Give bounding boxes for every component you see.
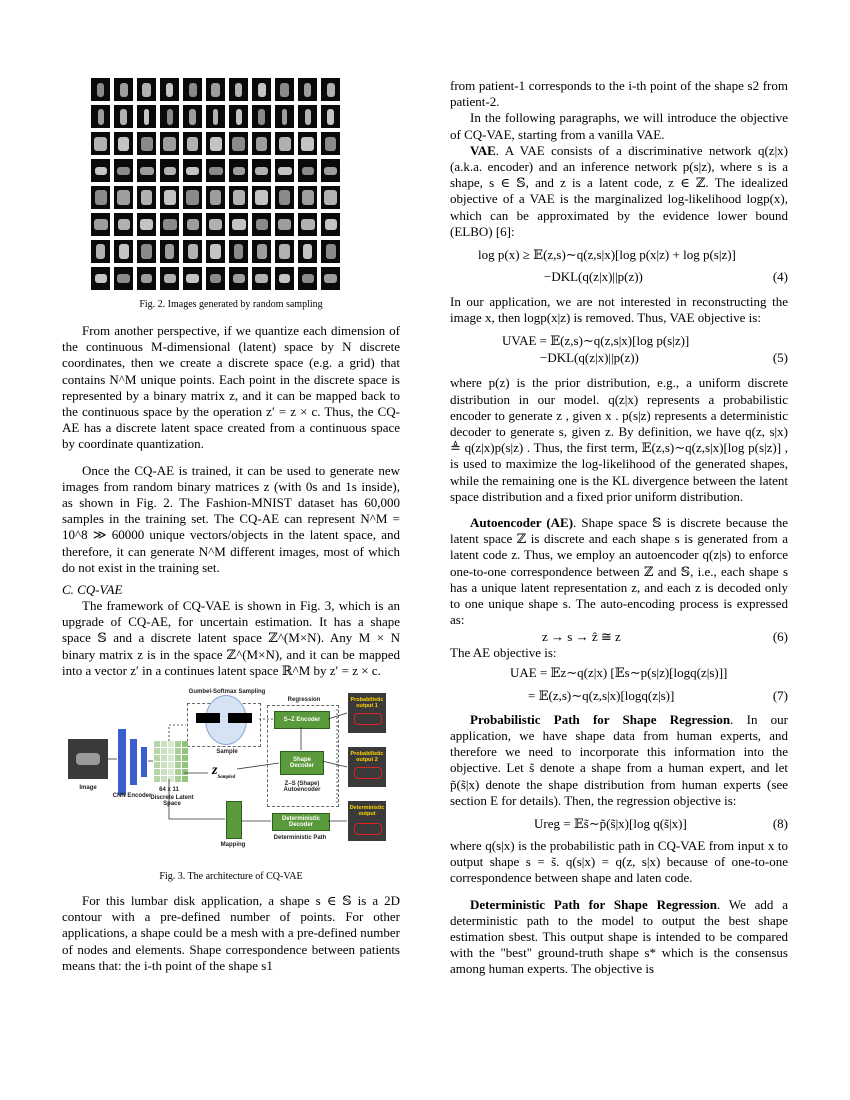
generated-image	[275, 267, 294, 290]
generated-image	[298, 159, 317, 182]
generated-image	[252, 78, 271, 101]
generated-image	[160, 213, 179, 236]
generated-image	[321, 267, 340, 290]
generated-image	[160, 78, 179, 101]
generated-image	[206, 213, 225, 236]
generated-image	[137, 213, 156, 236]
sz-encoder-box: S–Z Encoder	[274, 711, 330, 729]
generated-image	[321, 105, 340, 128]
generated-image	[91, 132, 110, 155]
generated-image	[275, 78, 294, 101]
generated-image	[275, 213, 294, 236]
deterministic-path-label: Deterministic Path	[273, 835, 327, 842]
generated-image	[114, 132, 133, 155]
shape-decoder-box: Shape Decoder	[280, 751, 324, 775]
generated-image	[229, 213, 248, 236]
equation-7-body: = 𝔼(z,s)∼q(z,s|x)[logq(z|s)]	[528, 687, 675, 703]
generated-image	[252, 186, 271, 209]
generated-image	[275, 186, 294, 209]
paragraph-probabilistic-output: where q(s|x) is the probabilistic path in CQ-VAE from input x to output shape s = s̃. q(s|x) = q(z, s|x) because of one-to-one correspondence between shape and laten code.	[450, 837, 788, 886]
generated-image	[206, 159, 225, 182]
ae-objective-label: The AE objective is:	[450, 645, 557, 661]
generated-image	[183, 186, 202, 209]
equation-6-number: (6)	[772, 629, 788, 645]
det-path-heading: Deterministic Path for Shape Regression	[470, 896, 718, 912]
generated-image	[252, 267, 271, 290]
generated-image	[137, 159, 156, 182]
generated-image	[206, 267, 225, 290]
paragraph-lumbar-disk: For this lumbar disk application, a shape s ∈ 𝕊 is a 2D contour with a pre-defined number of points. For other applications, a shape could be a mesh with a pre-defined number of nodes and elements. Shape correspondence between patients means that: the i-th point of the shape s1	[62, 893, 400, 973]
paragraph-deterministic-path	[450, 897, 788, 978]
generated-image	[321, 213, 340, 236]
ae-text: . Shape space 𝕊 is discrete because the latent space ℤ is discrete and each shape s is generated from a latent code z. Thus, we employ an autoencoder q(z|s) to enforce one-to-one correspondence between ℤ and 𝕊, i.e., each shape s has a unique latent representation z, and each z is decoded only to one unique shape s. The auto-encoding process is expressed as:	[450, 515, 788, 628]
equation-8-body: Ureg = 𝔼s̃∼p̃(s̃|x)[log q(s̃|x)]	[534, 815, 687, 831]
generated-image	[91, 105, 110, 128]
generated-image	[183, 213, 202, 236]
generated-image	[137, 78, 156, 101]
regression-label: Regression	[287, 697, 321, 704]
equation-7-line-1: UAE = 𝔼z∼q(z|x) [𝔼s∼p(s|z)[logq(z|s)]]	[510, 664, 728, 680]
equation-7-number: (7)	[772, 687, 788, 703]
equation-6-body: z → s → ẑ ≅ z	[542, 629, 621, 645]
generated-image	[229, 186, 248, 209]
mapping-label: Mapping	[220, 842, 246, 849]
generated-image	[114, 240, 133, 263]
paragraph-generation: Once the CQ-AE is trained, it can be used to generate new images from random binary matrices z (with 0s and 1s inside), as shown in Fig. 2. The Fashion-MNIST dataset has 60,000 samples in the training set. The CQ-AE can represent N^M = 10^8 ≫ 60000 unique vectors/objects in the latent space, and therefore, it can generate N^M different images, most of which do not exist in the training set.	[62, 462, 400, 575]
paragraph-autoencoder	[450, 515, 788, 628]
ae-heading: Autoencoder (AE)	[470, 515, 574, 531]
paragraph-quantization: From another perspective, if we quantize each dimension of the continuous M-dimensional (latent) space by N discrete coordinates, then we create a discrete space (e.g. a grid) that contains N^M unique points. Each point in the discrete space is represented by a binary matrix z, and it can be mapped back to the continuous space by the operation z′ = z × c. Thus, the CQ-AE has a discrete latent space created from a continuous space by coordinate quantization.	[62, 323, 400, 452]
section-heading-cq-vae: C. CQ-VAE	[62, 582, 123, 598]
generated-image	[183, 267, 202, 290]
generated-image	[229, 105, 248, 128]
gumbel-label: Gumbel-Softmax Sampling	[188, 689, 266, 696]
generated-image	[298, 186, 317, 209]
equation-4-number: (4)	[772, 269, 788, 285]
generated-image	[114, 267, 133, 290]
generated-image	[114, 159, 133, 182]
generated-image	[298, 78, 317, 101]
det-path-text: . We add a deterministic path to the model to output the best shape estimation sbest. This output shape is intended to be compared with the "best" ground-truth shape s* which is the consensus among human experts. The objective is	[450, 896, 789, 977]
paragraph-correspondence: from patient-1 corresponds to the i-th point of the shape s2 from patient-2.	[450, 78, 788, 110]
generated-image	[298, 105, 317, 128]
equation-4-kl: −DKL(q(z|x)||p(z))	[544, 269, 643, 285]
z-sampled-symbol: $z_{Sampled}$	[212, 763, 236, 780]
generated-image	[183, 105, 202, 128]
paragraph-framework: The framework of CQ-VAE is shown in Fig. 3, which is an upgrade of CQ-AE, for uncertain estimation. It has a shape space 𝕊 and a discrete latent space ℤ^(M×N). Any M × N binary matrix z is in the space ℤ^(M×N), and it can be mapped into a vector z′ in a continues latent space ℝ^M by z′ = z × c.	[62, 598, 400, 678]
generated-image	[229, 240, 248, 263]
cnn-encoder-label: CNN Encoder	[112, 793, 152, 800]
image-label: Image	[79, 785, 97, 792]
grid-size-label: 64 x 11	[159, 787, 179, 794]
generated-image	[137, 267, 156, 290]
generated-image	[91, 213, 110, 236]
prob-path-text: . In our application, we have shape data from human experts, and therefore we need to incorporate this information into the objective. Let s̃ denote a shape from a human expert, and let p̃(s̃|x) denote the shape distribution from human experts (see section E for details). Then, the regression objective is:	[450, 711, 788, 808]
generated-image	[252, 213, 271, 236]
equation-5-number: (5)	[772, 350, 788, 366]
figure-2-caption: Fig. 2. Images generated by random sampling	[139, 299, 323, 310]
generated-image	[252, 105, 271, 128]
figure-3-caption: Fig. 3. The architecture of CQ-VAE	[159, 871, 303, 883]
paragraph-prior: where p(z) is the prior distribution, e.g., a uniform discrete distribution in our model. q(z|x) represents a probabilistic encoder to generate z , given x . p(s|z) represents a deterministic decoder to generate s, given z. By definition, we have q(z, s|x) ≜ q(z|x)p(s|z) . Thus, the first term, 𝔼(z,s)∼q(z,s|x)[log p(s|z)] , is used to maximize the log-likelihood of the generated shapes, while the remaining one is the KL divergence between the latent space distribution and a fixed prior uniform distribution.	[450, 375, 788, 504]
paragraph-vae-objective: In our application, we are not interested in reconstructing the image x, then logp(x|z) is removed. Thus, VAE objective is:	[450, 294, 788, 326]
zs-autoencoder-label: Z–S (Shape) Autoencoder	[283, 781, 321, 794]
figure-2-grid	[91, 78, 400, 290]
figure-3-arrows	[62, 689, 400, 869]
generated-image	[160, 159, 179, 182]
generated-image	[229, 132, 248, 155]
generated-image	[229, 159, 248, 182]
figure-3-architecture	[62, 689, 400, 869]
generated-image	[137, 240, 156, 263]
generated-image	[275, 240, 294, 263]
generated-image	[114, 78, 133, 101]
generated-image	[114, 213, 133, 236]
output-1-label: Probabilistic output 1	[350, 697, 384, 710]
equation-4-line-1: log p(x) ≥ 𝔼(z,s)∼q(z,s|x)[log p(x|z) + log p(s|z)]	[478, 247, 736, 263]
equation-5-line-1: UVAE = 𝔼(z,s)∼q(z,s|x)[log p(s|z)]	[502, 333, 690, 349]
generated-image	[183, 240, 202, 263]
output-2-label: Probabilistic output 2	[350, 751, 384, 764]
generated-image	[275, 159, 294, 182]
right-column	[450, 78, 788, 978]
generated-image	[183, 132, 202, 155]
generated-image	[298, 132, 317, 155]
generated-image	[160, 105, 179, 128]
generated-image	[252, 132, 271, 155]
generated-image	[206, 240, 225, 263]
generated-image	[298, 267, 317, 290]
generated-image	[206, 186, 225, 209]
generated-image	[321, 186, 340, 209]
equation-5-kl: −DKL(q(z|x)||p(z))	[540, 350, 639, 366]
sample-label: Sample	[216, 749, 238, 756]
vae-text: . A VAE consists of a discriminative network q(z|x) (a.k.a. encoder) and an inference network p(s|z), where s is a shape, s ∈ 𝕊, and z is a latent code, z ∈ ℤ. The idealized objective of a VAE is the marginalized log-likelihood logp(x), which can be approximated by the evidence lower bound (ELBO) [6]:	[450, 142, 788, 239]
generated-image	[91, 267, 110, 290]
equation-7-line-2	[450, 687, 788, 704]
generated-image	[321, 159, 340, 182]
vae-heading: VAE	[470, 142, 496, 158]
generated-image	[321, 240, 340, 263]
prob-path-heading: Probabilistic Path for Shape Regression	[470, 711, 731, 727]
generated-image	[160, 132, 179, 155]
generated-image	[160, 240, 179, 263]
generated-image	[252, 240, 271, 263]
generated-image	[91, 240, 110, 263]
paragraph-vae	[450, 143, 788, 240]
generated-image	[229, 78, 248, 101]
generated-image	[114, 105, 133, 128]
equation-5-line-2	[450, 349, 788, 366]
generated-image	[91, 159, 110, 182]
generated-image	[206, 78, 225, 101]
generated-image	[275, 132, 294, 155]
generated-image	[298, 213, 317, 236]
generated-image	[114, 186, 133, 209]
generated-image	[321, 132, 340, 155]
generated-image	[229, 267, 248, 290]
equation-4-line-2	[450, 268, 788, 285]
generated-image	[160, 186, 179, 209]
generated-image	[137, 132, 156, 155]
equation-8-number: (8)	[772, 815, 788, 831]
generated-image	[91, 186, 110, 209]
output-3-label: Deterministic output	[349, 805, 385, 818]
generated-image	[137, 186, 156, 209]
generated-image	[252, 159, 271, 182]
generated-image	[321, 78, 340, 101]
generated-image	[91, 78, 110, 101]
generated-image	[183, 78, 202, 101]
paragraph-probabilistic-path	[450, 712, 788, 809]
generated-image	[298, 240, 317, 263]
generated-image	[137, 105, 156, 128]
generated-image	[183, 159, 202, 182]
generated-image	[275, 105, 294, 128]
discrete-latent-label: Discrete Latent Space	[150, 795, 194, 808]
equation-6	[450, 628, 788, 645]
generated-image	[206, 132, 225, 155]
deterministic-decoder-box: Deterministic Decoder	[272, 813, 330, 831]
generated-image	[206, 105, 225, 128]
generated-image	[160, 267, 179, 290]
equation-8	[450, 815, 788, 832]
left-column	[62, 78, 400, 974]
paragraph-intro-objective: In the following paragraphs, we will introduce the objective of CQ-VAE, starting from a vanilla VAE.	[450, 110, 788, 142]
